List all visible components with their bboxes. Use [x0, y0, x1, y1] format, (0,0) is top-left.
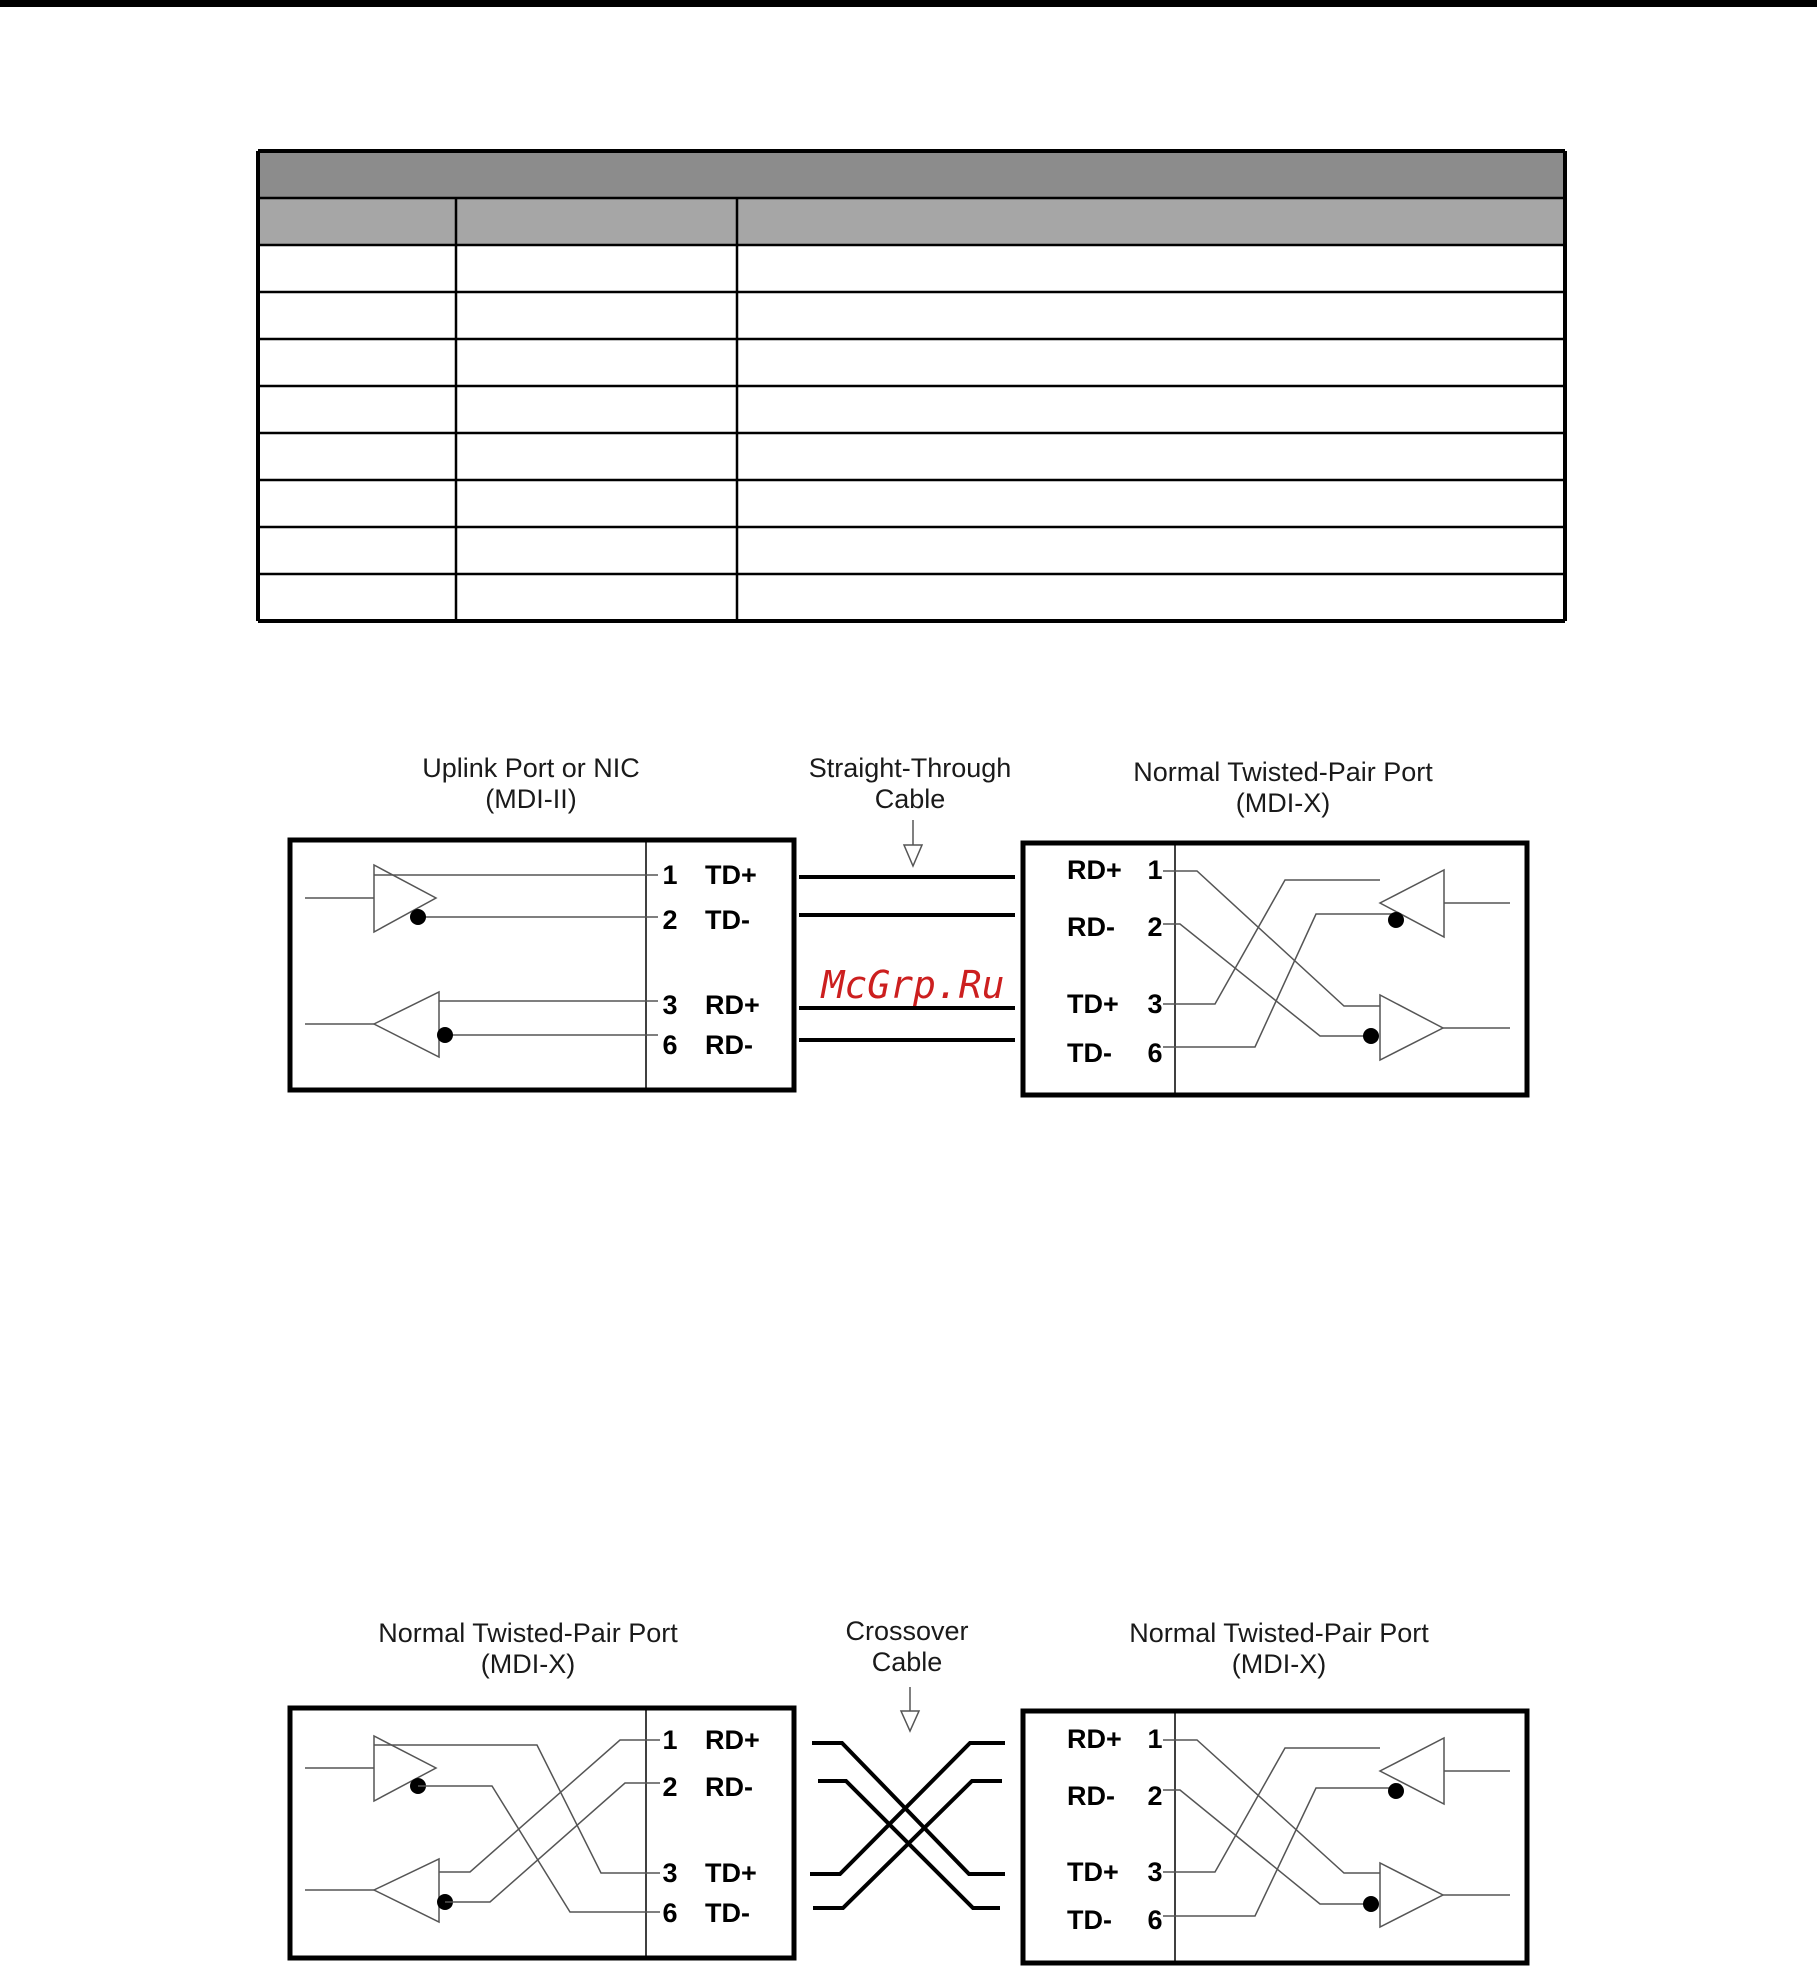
pin-signal: RD+: [705, 1725, 760, 1755]
receiver-amp-icon: [1380, 870, 1444, 937]
watermark: McGrp.Ru: [821, 963, 1005, 1007]
crossover-trace: [1163, 880, 1380, 1004]
pin-number: 6: [662, 1898, 678, 1928]
pin-number: 6: [1147, 1038, 1163, 1068]
pin-number: 1: [1147, 1724, 1163, 1754]
left-port-label: Normal Twisted-Pair Port: [378, 1618, 678, 1648]
left-port-sublabel: (MDI-II): [485, 784, 577, 814]
pin-signal: TD-: [1067, 1038, 1112, 1068]
right-port-label: Normal Twisted-Pair Port: [1133, 757, 1433, 787]
inverting-dot-icon: [1363, 1028, 1379, 1044]
crossover-trace: [1163, 1748, 1380, 1872]
pin-signal: RD+: [1067, 1724, 1122, 1754]
pin-number: 3: [1147, 1857, 1163, 1887]
left-port-label: Uplink Port or NIC: [422, 753, 640, 783]
pin-number: 6: [662, 1030, 678, 1060]
pin-number: 3: [662, 1858, 678, 1888]
pin-signal: TD-: [1067, 1905, 1112, 1935]
pin-number: 6: [1147, 1905, 1163, 1935]
pin-signal: TD+: [1067, 1857, 1119, 1887]
pin-signal: TD-: [705, 1898, 750, 1928]
pin-number: 3: [1147, 989, 1163, 1019]
crossover-trace: [1163, 914, 1395, 1047]
inverting-dot-icon: [410, 909, 426, 925]
crossover-trace: [418, 1786, 660, 1912]
receiver-amp-icon: [374, 992, 439, 1057]
table-title-row: [258, 151, 1565, 198]
right-port-label: Normal Twisted-Pair Port: [1129, 1618, 1429, 1648]
right-port-sublabel: (MDI-X): [1235, 788, 1331, 818]
inverting-dot-icon: [1388, 1783, 1404, 1799]
pin-signal: RD-: [1067, 1781, 1115, 1811]
pin-signal: RD-: [705, 1772, 753, 1802]
cable-arrow-icon: [901, 1711, 919, 1731]
cable-sublabel: Cable: [871, 1647, 943, 1677]
pin-table: [258, 151, 1565, 621]
pin-signal: RD-: [705, 1030, 753, 1060]
cable-wire: [810, 1743, 1005, 1874]
crossover-diagram: [290, 1616, 1527, 1963]
cable-label: Straight-Through: [808, 753, 1012, 783]
pin-number: 2: [1147, 1781, 1163, 1811]
pin-number: 3: [662, 990, 678, 1020]
cable-sublabel: Cable: [874, 784, 946, 814]
transmitter-amp-icon: [1380, 1863, 1443, 1927]
crossover-trace: [439, 1740, 660, 1872]
inverting-dot-icon: [437, 1027, 453, 1043]
transmitter-amp-icon: [1380, 995, 1443, 1060]
pin-signal: RD+: [705, 990, 760, 1020]
crossover-trace: [1163, 1788, 1395, 1916]
pin-number: 1: [662, 860, 678, 890]
pin-signal: RD+: [1067, 855, 1122, 885]
inverting-dot-icon: [1388, 912, 1404, 928]
pin-number: 2: [662, 1772, 678, 1802]
pin-signal: TD+: [1067, 989, 1119, 1019]
cable-wire: [813, 1781, 1002, 1908]
pin-number: 2: [662, 905, 678, 935]
crossover-trace: [1163, 871, 1380, 1006]
cable-wire: [812, 1743, 1005, 1874]
crossover-trace: [1163, 1740, 1380, 1873]
pin-signal: TD+: [705, 1858, 757, 1888]
straight-through-diagram: [290, 753, 1527, 1095]
inverting-dot-icon: [1363, 1896, 1379, 1912]
pin-number: 2: [1147, 912, 1163, 942]
receiver-amp-icon: [374, 1859, 439, 1922]
table-header-row: [258, 198, 1565, 245]
pin-signal: RD-: [1067, 912, 1115, 942]
cable-label: Crossover: [845, 1616, 969, 1646]
left-port-sublabel: (MDI-X): [480, 1649, 576, 1679]
cable-arrow-icon: [904, 845, 922, 866]
top-rule: [0, 0, 1817, 7]
pin-signal: TD-: [705, 905, 750, 935]
right-port-sublabel: (MDI-X): [1231, 1649, 1327, 1679]
pin-signal: TD+: [705, 860, 757, 890]
pin-number: 1: [1147, 855, 1163, 885]
pin-number: 1: [662, 1725, 678, 1755]
crossover-trace: [1163, 1790, 1371, 1904]
